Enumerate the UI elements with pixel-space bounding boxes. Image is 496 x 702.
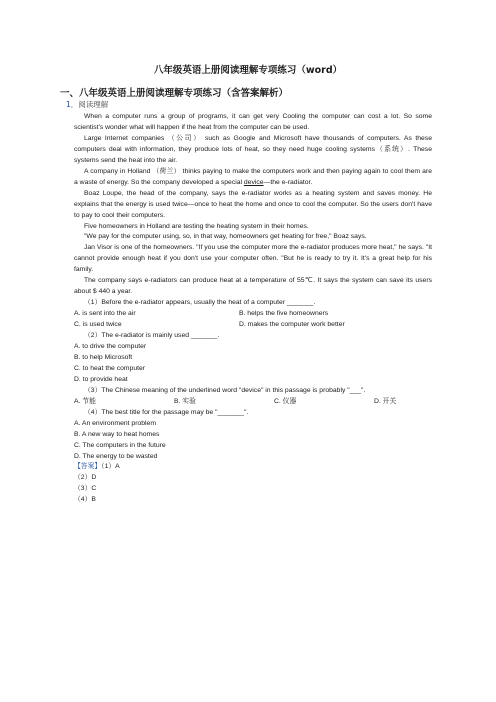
passage-paragraph [74,167,432,189]
document-title: 八年级英语上册阅读理解专项练习（word） [153,65,343,76]
option-d: D. 开关 [374,397,397,405]
option-a: A. is sent into the air [74,310,136,318]
option-b: B. 实验 [174,397,196,405]
passage-body [74,112,432,506]
question-stem: （4）The best title for the passage may be "_______". [84,408,249,416]
passage-paragraph: Boaz Loupe, the head of the company, says the e-radiator works as a heating system and saves money. He explains that the energy is used twice—once to heat the home and once to cool the computer. So the users don't have to pay to cool their computers. [74,189,432,219]
question-stem: （3）The Chinese meaning of the underlined word "device" in this passage is probably "___". [84,386,366,394]
answer-1: （1）A [101,463,120,471]
section-heading: 一、八年级英语上册阅读理解专项练习（含答案解析） [60,88,289,99]
option-row [74,309,432,320]
answer-3: （3）C [74,485,97,493]
question-stem: （1）Before the e-radiator appears, usually the heat of a computer _______. [84,299,316,307]
option-c: C. to heat the computer [74,364,146,372]
option-d: D. The energy to be wasted [74,452,158,460]
underlined-word: device [243,178,264,186]
subsection-number: 1． [66,100,79,109]
option-d: D. makes the computer work better [239,321,345,329]
answer-line [74,462,432,473]
passage-paragraph: The company says e-radiators can produce heat at a temperature of 55℃. It says the system can save its users about $ 440 a year. [74,277,432,296]
option-b: B. A new way to heat homes [74,430,160,438]
option-c: C. is used twice [74,321,122,329]
option-a: A. An environment problem [74,419,156,427]
passage-paragraph: "We pay for the computer using, so, in that way, homeowners get heating for free," Boaz says. [84,233,367,241]
option-c: C. 仪器 [274,397,297,405]
subsection-heading [66,99,108,110]
paragraph-text: A company in Holland （荷兰） thinks paying to make the computers work and then paying again to cool them are a waste of energy. So the company developed a special [74,167,432,186]
passage-paragraph: When a computer runs a group of programs, it can get very Cooling the computer can cost a lot. So some scientist's wonder what will happen if the heat from the computer can be used. [74,113,432,131]
passage-paragraph: Five homeowners in Holland are testing the heating system in their homes. [84,222,309,230]
option-c: C. The computers in the future [74,441,166,449]
option-row [74,397,432,408]
option-row [74,320,432,331]
answer-label: 【答案】 [74,463,102,471]
option-a: A. to drive the computer [74,342,147,350]
question-stem: （2）The e-radiator is mainly used _______. [84,332,220,340]
answer-4: （4）B [74,496,96,504]
passage-paragraph: Jan Visor is one of the homeowners. "If you use the computer more the e-radiator produces more heat," he says. "It cannot provide enough heat if you don't use your computer often. "But he is ready to try it. It's a great help for his family. [74,244,432,274]
passage-paragraph: Large Internet companies （公司） such as Google and Microsoft have thousands of computers. As these computers deal with information, they produce lots of heat, so they need huge cooling systems（系统）. These systems send the heat into the air. [74,134,432,164]
option-b: B. helps the five homeowners [239,310,329,318]
option-d: D. to provide heat [74,375,128,383]
option-b: B. to help Microsoft [74,353,133,361]
option-a: A. 节能 [74,397,96,405]
subsection-title: 阅读理解 [78,100,109,109]
answer-2: （2）D [74,474,97,482]
paragraph-text: —the e-radiator. [263,178,313,186]
